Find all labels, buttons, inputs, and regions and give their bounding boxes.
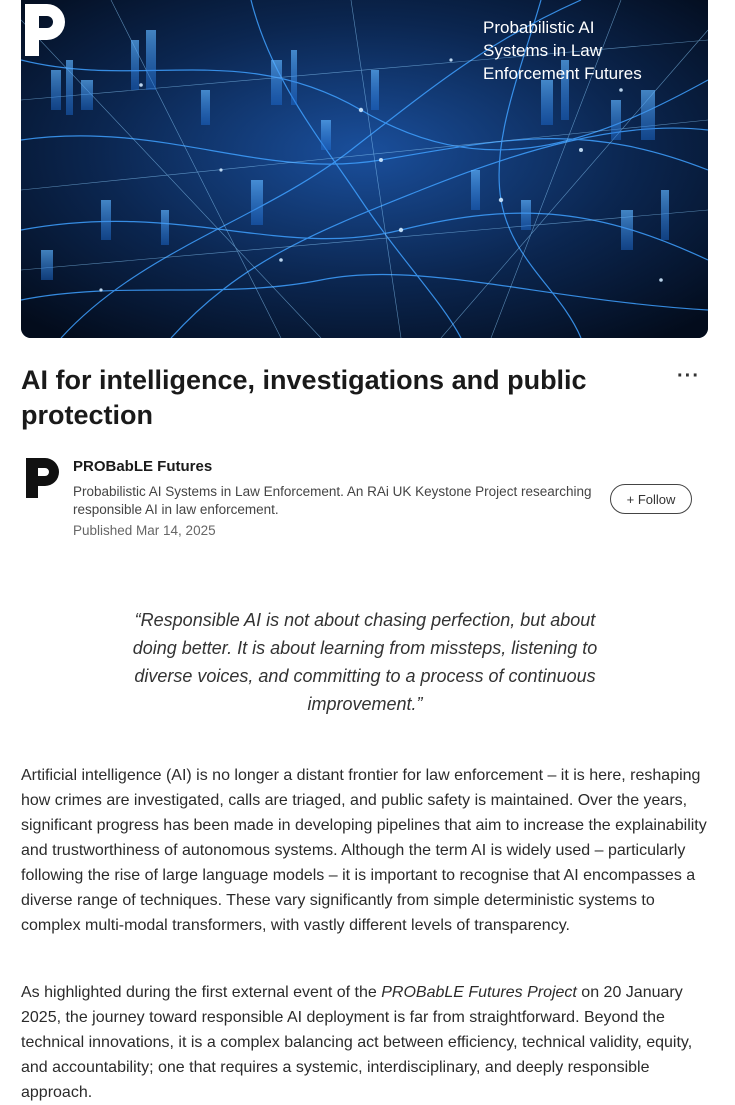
follow-button[interactable]: + Follow (610, 484, 692, 514)
hero-title-line: Systems in Law (483, 41, 603, 60)
more-options-icon[interactable]: ··· (677, 365, 700, 387)
paragraph-text: on 20 January 2025, the journey toward responsible AI deployment is far from straightforward. Beyond the technical innovations, it is a complex balancing act between efficiency, technical validity, equity, and accountability; one that requires a systemic, interdisciplinary, and deeply responsible approach. (21, 984, 693, 1101)
hero-image (21, 0, 708, 338)
hero-title-line: Enforcement Futures (483, 64, 642, 83)
pull-quote: “Responsible AI is not about chasing perfection, but about doing better. It is about learning from missteps, listening to diverse voices, and committing to a process of continuous improvement.” (132, 610, 598, 714)
hero-title (483, 16, 642, 85)
paragraph-text: As highlighted during the first external event of the (21, 984, 382, 1001)
published-date: Published Mar 14, 2025 (73, 523, 216, 538)
article-paragraph (21, 980, 711, 1105)
author-name[interactable]: PROBabLE Futures (73, 458, 213, 475)
author-description: Probabilistic AI Systems in Law Enforcement. An RAi UK Keystone Project researching responsible AI in law enforcement. (73, 484, 592, 517)
article-paragraph: Artificial intelligence (AI) is no longer a distant frontier for law enforcement – it is here, reshaping how crimes are investigated, calls are triaged, and public safety is maintained. Over the years, significant progress has been made in developing pipelines that aim to increase the explainability and trustworthiness of autonomous systems. Although the term AI is widely used – particularly following the rise of large language models – it is important to recognise that AI encompasses a diverse range of techniques. These vary significantly from simple deterministic systems to complex multi-modal transformers, with vastly different levels of transparency. (21, 767, 707, 934)
article-title: AI for intelligence, investigations and public protection (21, 365, 587, 430)
author-logo-icon[interactable] (24, 456, 62, 500)
probable-logo-icon (21, 0, 67, 60)
hero-title-line: Probabilistic AI (483, 18, 595, 37)
project-name-italic: PROBabLE Futures Project (381, 984, 577, 1001)
